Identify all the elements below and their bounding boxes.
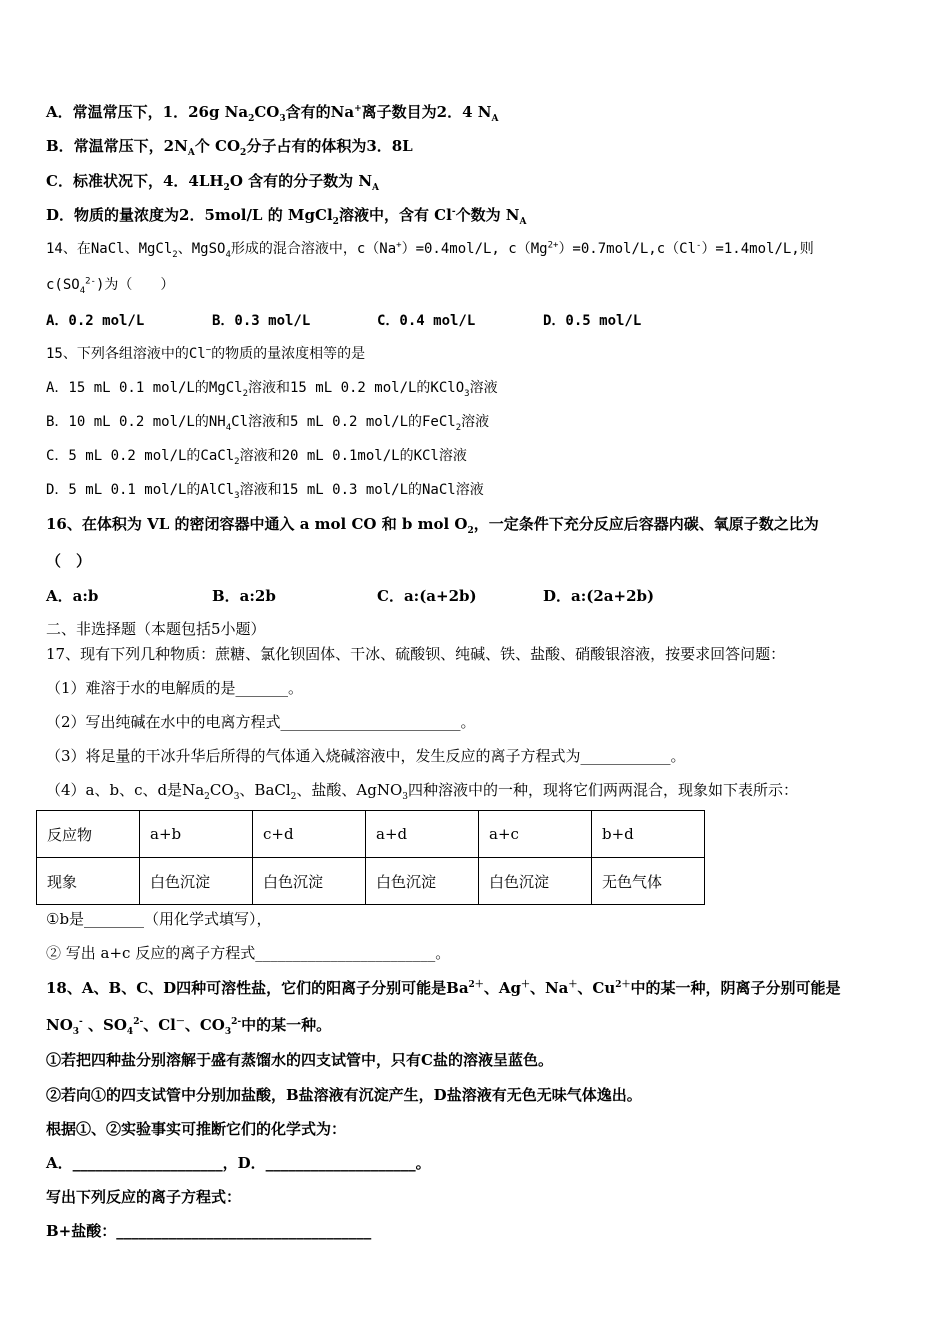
- q13-option-c: C．标准状况下，4．$4LH_2O$ 含有的分子数为 $N_A$: [46, 172, 380, 193]
- table-cell: 白色沉淀: [140, 858, 253, 905]
- q15-stem: 15、下列各组溶液中的Cl−的物质的量浓度相等的是: [46, 345, 366, 362]
- q13-option-a: A．常温常压下，1．26g $Na_2CO_3$含有的Na+离子数目为2．4 $N_A$: [46, 103, 499, 124]
- q15-option-a: A．15 mL 0.1 mol/L的MgCl$_2$溶液和15 mL 0.2 mol/L的KClO$_3$溶液: [46, 380, 498, 399]
- q18-stem-cont: $NO_3^-$ 、$SO_4^{2-}$、Cl－、$CO_3^{2-}$中的某一种。: [46, 1016, 332, 1037]
- q15-option-c: C．5 mL 0.2 mol/L的CaCl$_2$溶液和20 mL 0.1mol/L的KCl溶液: [46, 448, 467, 467]
- q14-option-b: B．0.3 mol/L: [212, 313, 311, 329]
- table-cell: a+c: [479, 811, 592, 858]
- reaction-table: [36, 810, 705, 905]
- q17-sub1: （1）难溶于水的电解质的是_______。: [46, 679, 304, 697]
- table-cell: 现象: [37, 858, 140, 905]
- table-cell: a+d: [366, 811, 479, 858]
- q13-option-b: B．常温常压下，$2N_A$个 $CO_2$分子占有的体积为3．8L: [46, 137, 413, 158]
- q15-option-d: D．5 mL 0.1 mol/L的AlCl$_3$溶液和15 mL 0.3 mol/L的NaCl溶液: [46, 482, 484, 501]
- q16-option-a: A．a:b: [46, 587, 99, 605]
- q14-option-c: C．0.4 mol/L: [377, 313, 476, 329]
- q18-equation-prompt: 写出下列反应的离子方程式：: [46, 1188, 242, 1206]
- q18-equation-blank: B+盐酸：__________________________________: [46, 1222, 372, 1240]
- q16-option-b: B．a:2b: [212, 587, 276, 605]
- q18-answer-blanks: A．____________________，D．____________________。: [46, 1154, 431, 1172]
- q13-option-d: D．物质的量浓度为2．5mol/L 的 MgCl$_2$溶液中，含有 Cl-个数为 $N_A$: [46, 206, 527, 227]
- q17-sub3: （3）将足量的干冰升华后所得的气体通入烧碱溶液中，发生反应的离子方程式为____________。: [46, 747, 686, 765]
- table-cell: 白色沉淀: [479, 858, 592, 905]
- q14-stem: 14、在NaCl、MgCl$_2$、MgSO$_4$形成的混合溶液中，c（Na+）=0.4mol/L, $c(Mg^{2+})=0.7mol/L,c(Cl^-)=1.4mol/L$,则: [46, 240, 814, 260]
- q16-stem-cont: （ ）: [46, 552, 92, 570]
- section-heading: 二、非选择题（本题包括5小题）: [46, 620, 266, 638]
- table-cell: c+d: [253, 811, 366, 858]
- table-row: [37, 858, 705, 905]
- table-cell: 白色沉淀: [366, 858, 479, 905]
- table-cell: 无色气体: [592, 858, 705, 905]
- table-cell: b+d: [592, 811, 705, 858]
- q17-sub4: （4）a、b、c、d是$Na_2CO_3$、BaCl$_2$、盐酸、AgNO$_3$四种溶液中的一种，现将它们两两混合，现象如下表所示：: [46, 781, 799, 802]
- q17-sub2: （2）写出纯碱在水中的电离方程式________________________。: [46, 713, 476, 731]
- q14-option-d: D．0.5 mol/L: [543, 313, 642, 329]
- q18-condition-2: ②若向①的四支试管中分别加盐酸，B盐溶液有沉淀产生，D盐溶液有无色无味气体逸出。: [46, 1086, 642, 1104]
- q17-sub6: ② 写出 a+c 反应的离子方程式________________________。: [46, 944, 451, 962]
- q16-stem: 16、在体积为 VL 的密闭容器中通入 a mol CO 和 b mol $O_2$，一定条件下充分反应后容器内碳、氧原子数之比为: [46, 515, 819, 536]
- table-row: [37, 811, 705, 858]
- q16-option-d: D．a:(2a+2b): [543, 587, 655, 605]
- q14-stem-cont: $c(SO_4^{2-})$为（ ）: [46, 276, 175, 296]
- q17-stem: 17、现有下列几种物质：蔗糖、氯化钡固体、干冰、硫酸钡、纯碱、铁、盐酸、硝酸银溶液，按要求回答问题：: [46, 645, 786, 663]
- table-cell: 白色沉淀: [253, 858, 366, 905]
- table-cell: 反应物: [37, 811, 140, 858]
- q18-instruction: 根据①、②实验事实可推断它们的化学式为：: [46, 1120, 347, 1138]
- table-cell: a+b: [140, 811, 253, 858]
- q15-option-b: B．10 mL 0.2 mol/L的$NH_4Cl$溶液和5 mL 0.2 mol/L的FeCl$_2$溶液: [46, 414, 490, 433]
- q18-condition-1: ①若把四种盐分别溶解于盛有蒸馏水的四支试管中，只有C盐的溶液呈蓝色。: [46, 1051, 553, 1069]
- q18-stem: 18、A、B、C、D四种可溶性盐，它们的阳离子分别可能是$Ba^{2+}$、Ag＋、Na＋、$Cu^{2+}$中的某一种，阴离子分别可能是: [46, 979, 841, 997]
- q16-option-c: C．a:(a+2b): [377, 587, 477, 605]
- q14-option-a: A．0.2 mol/L: [46, 313, 145, 329]
- q17-sub5: ①b是________（用化学式填写），: [46, 910, 272, 928]
